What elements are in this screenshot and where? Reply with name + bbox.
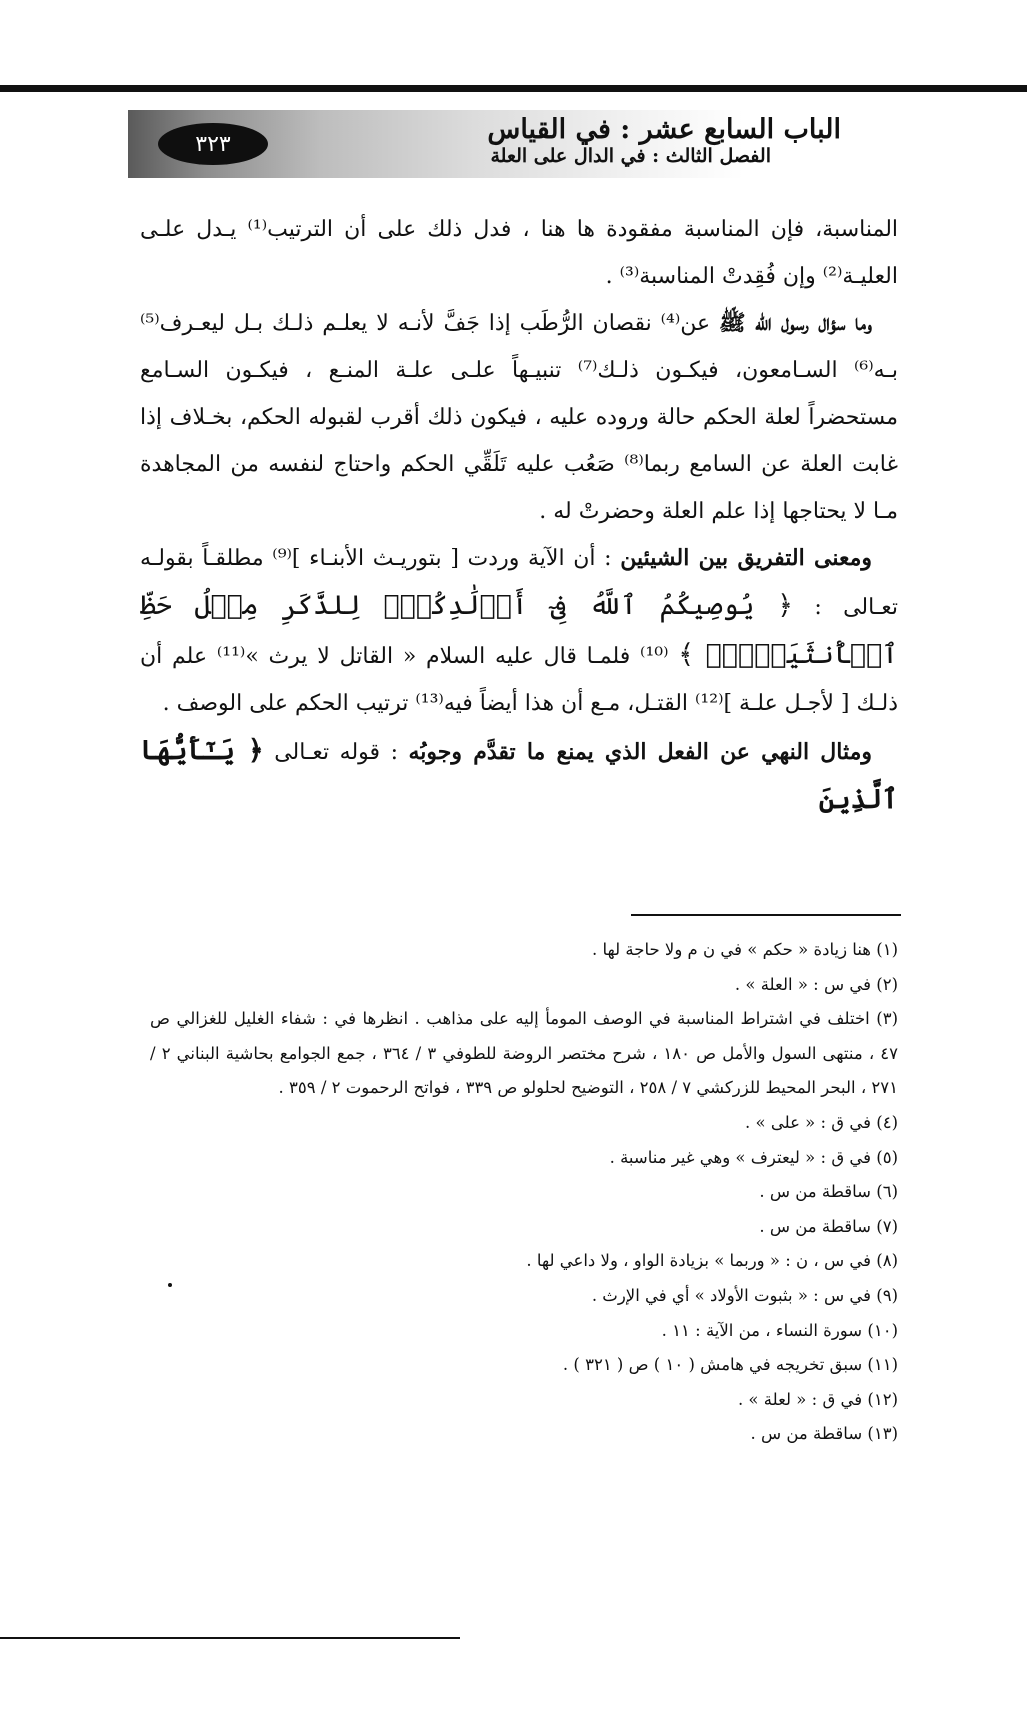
footnote-13: (١٣) ساقطة من س . [750,1424,898,1444]
paragraph-3-text-2: ⁽¹⁰⁾ فلمـا قال عليه السلام « القاتل لا يرث »⁽¹¹⁾ علم أن ذلـك [ لأجـل علـة ]⁽¹²⁾ القتـل، مـع أن هذا أيضاً فيه⁽¹³⁾ ترتيب الحكم على الوصف . [140,644,898,716]
scan-speck [168,1283,172,1287]
footnote-5: (٥) في ق : « ليعترف » وهي غير مناسبة . [609,1147,898,1167]
footnote-1: (١) هنا زيادة « حكم » في ن م ولا حاجة لها . [592,940,898,959]
main-text [140,206,898,825]
footnote-separator [631,914,901,916]
paragraph-4-lead: ومثال النهي عن الفعل الذي يمنع ما تقدَّم وجوبُه [408,739,872,765]
footnote-9: (٩) في س : « بثبوت الأولاد » أي في الإرث . [591,1285,898,1305]
chapter-title: الباب السابع عشر : في القياس [487,114,841,145]
top-rule [0,85,1027,92]
quran-verse-opening: ﴿ يَـٰٓأَيُّهَا ٱلَّذِينَ [140,735,898,815]
page-number: ٣٢٣ [158,123,268,165]
paragraph-3-lead: ومعنى التفريق بين الشيئين [620,545,873,571]
footnote-8: (٨) في س ، ن : « وربما » بزيادة الواو ، ولا داعي لها . [526,1251,898,1271]
section-title: الفصل الثالث : في الدال على العلة [490,145,771,167]
footnote-12: (١٢) في ق : « لعلة » . [737,1389,898,1409]
footnote-3: (٣) اختلف في اشتراط المناسبة في الوصف المومأ إليه على مذاهب . انظرها في : شفاء الغليل للغزالي ص ٤٧ ، منتهى السول والأمل ص ١٨٠ ، شرح مختصر الروضة للطوفي ٣ / ٣٦٤ ، جمع الجوامع بحاشية البناني ٢ / ٢٧١ ، البحر المحيط للزركشي ٧ / ٢٥٨ ، التوضيح لحلولو ص ٣٣٩ ، فواتح الرحموت ٢ / ٣٥٩ . [150,1009,898,1098]
paragraph-4 [140,727,898,825]
quran-verse: ﴿ يُوصِيكُمُ ٱللَّهُ فِىٓ أَوۡلَٰدِكُمۡۖ لِلذَّكَرِ مِثۡلُ حَظِّ ٱلۡأُنثَيَيۡنِۚ ﴾ [140,590,898,670]
paragraph-2 [140,300,898,535]
footnote-10: (١٠) سورة النساء ، من الآية : ١١ . [661,1320,898,1340]
footnote-11: (١١) سبق تخريجه في هامش ( ١٠ ) ص ( ٣٢١ ) . [562,1355,898,1375]
footnote-6: (٦) ساقطة من س . [759,1182,898,1202]
paragraph-4-text: : قوله تعـالى [274,740,398,765]
paragraph-3 [140,535,898,727]
paragraph-2-text: عن⁽⁴⁾ نقصان الرُّطَب إذا جَفَّ لأنـه لا يعلـم ذلـك بـل ليعـرف⁽⁵⁾ بـه⁽⁶⁾ السـامعون، فيكـون ذلـك⁽⁷⁾ تنبيـهاً علـى علـة المنـع ، فيكـون السـامع مستحضراً لعلة الحكم حالة وروده عليه ، فيكون ذلك أقرب لقبوله الحكم، بخـلاف إذا غابت العلة عن السامع ربما⁽⁸⁾ صَعُب عليه تَلَقِّي الحكم واحتاج لنفسه من المجاهدة مـا لا يحتاجها إذا علم العلة وحضرتْ له . [140,311,899,524]
paragraph-2-lead: وما سؤال رسول الله ﷺ [718,310,872,336]
footnote-7: (٧) ساقطة من س . [759,1216,898,1236]
bottom-rule [0,1637,460,1639]
footnote-4: (٤) في ق : « على » . [745,1112,898,1132]
footnotes [150,933,898,1452]
footnote-2: (٢) في س : « العلة » . [734,974,898,994]
paragraph-3-text-1: : أن الآية وردت [ بتوريـث الأبنـاء ]⁽⁹⁾ مطلقـاً بقولـه تعـالى : [140,546,898,620]
paragraph-1: المناسبة، فإن المناسبة مفقودة ها هنا ، فدل ذلك على أن الترتيب⁽¹⁾ يـدل علـى العليـة⁽²⁾ وإن فُقِدتْ المناسبة⁽³⁾ . [140,217,899,289]
